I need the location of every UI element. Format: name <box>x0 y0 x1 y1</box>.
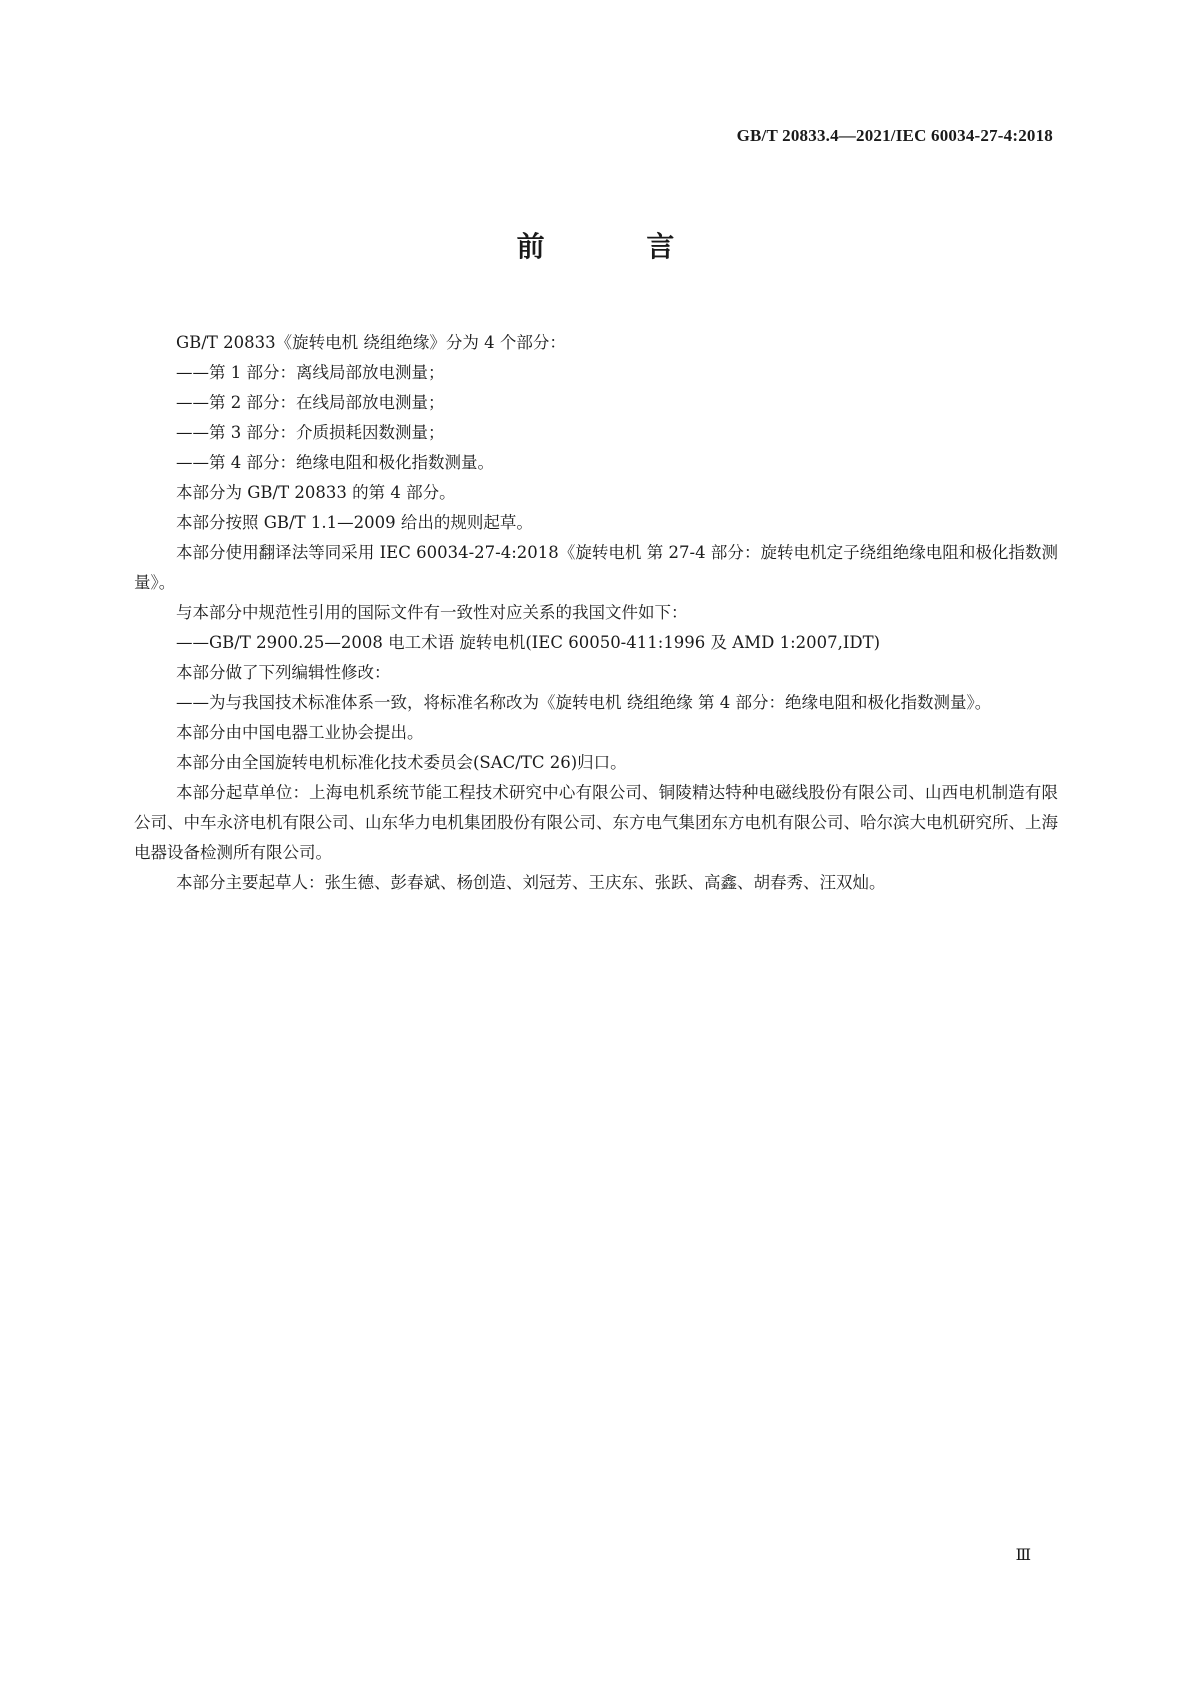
drafting-units: 本部分起草单位：上海电机系统节能工程技术研究中心有限公司、铜陵精达特种电磁线股份有限公司、山西电机制造有限公司、中车永济电机有限公司、山东华力电机集团股份有限公司、东方电气集团东方电机有限公司、哈尔滨大电机研究所、上海电器设备检测所有限公司。 <box>134 783 1058 862</box>
part-statement: 本部分为 GB/T 20833 的第 4 部分。 <box>176 483 456 502</box>
page-title: 前 言 <box>516 230 721 263</box>
adoption-statement: 本部分使用翻译法等同采用 IEC 60034-27-4:2018《旋转电机 第 27-4 部分：旋转电机定子绕组绝缘电阻和极化指数测量》。 <box>134 543 1058 592</box>
part-list-item-2: ——第 2 部分：在线局部放电测量； <box>176 393 445 412</box>
drafting-rules: 本部分按照 GB/T 1.1—2009 给出的规则起草。 <box>176 513 533 532</box>
reference-list-item: ——GB/T 2900.25—2008 电工术语 旋转电机(IEC 60050-411:1996 及 AMD 1:2007,IDT) <box>176 633 881 652</box>
committee-statement: 本部分由全国旋转电机标准化技术委员会(SAC/TC 26)归口。 <box>176 753 627 772</box>
part-list-item-3: ——第 3 部分：介质损耗因数测量； <box>176 423 445 442</box>
standard-code-header: GB/T 20833.4—2021/IEC 60034-27-4:2018 <box>736 126 1053 145</box>
intro-paragraph: GB/T 20833《旋转电机 绕组绝缘》分为 4 个部分： <box>176 333 566 352</box>
drafters: 本部分主要起草人：张生德、彭春斌、杨创造、刘冠芳、王庆东、张跃、高鑫、胡春秀、汪双灿。 <box>176 873 886 892</box>
part-list-item-4: ——第 4 部分：绝缘电阻和极化指数测量。 <box>176 453 494 472</box>
page-number: Ⅲ <box>1015 1547 1031 1564</box>
edit-change-item: ——为与我国技术标准体系一致，将标准名称改为《旋转电机 绕组绝缘 第 4 部分：绝缘电阻和极化指数测量》。 <box>176 693 992 712</box>
foreword-body <box>134 328 1058 898</box>
edit-changes-intro: 本部分做了下列编辑性修改： <box>176 663 391 682</box>
proposer-statement: 本部分由中国电器工业协会提出。 <box>176 723 424 742</box>
part-list-item-1: ——第 1 部分：离线局部放电测量； <box>176 363 445 382</box>
reference-intro: 与本部分中规范性引用的国际文件有一致性对应关系的我国文件如下： <box>176 603 688 622</box>
